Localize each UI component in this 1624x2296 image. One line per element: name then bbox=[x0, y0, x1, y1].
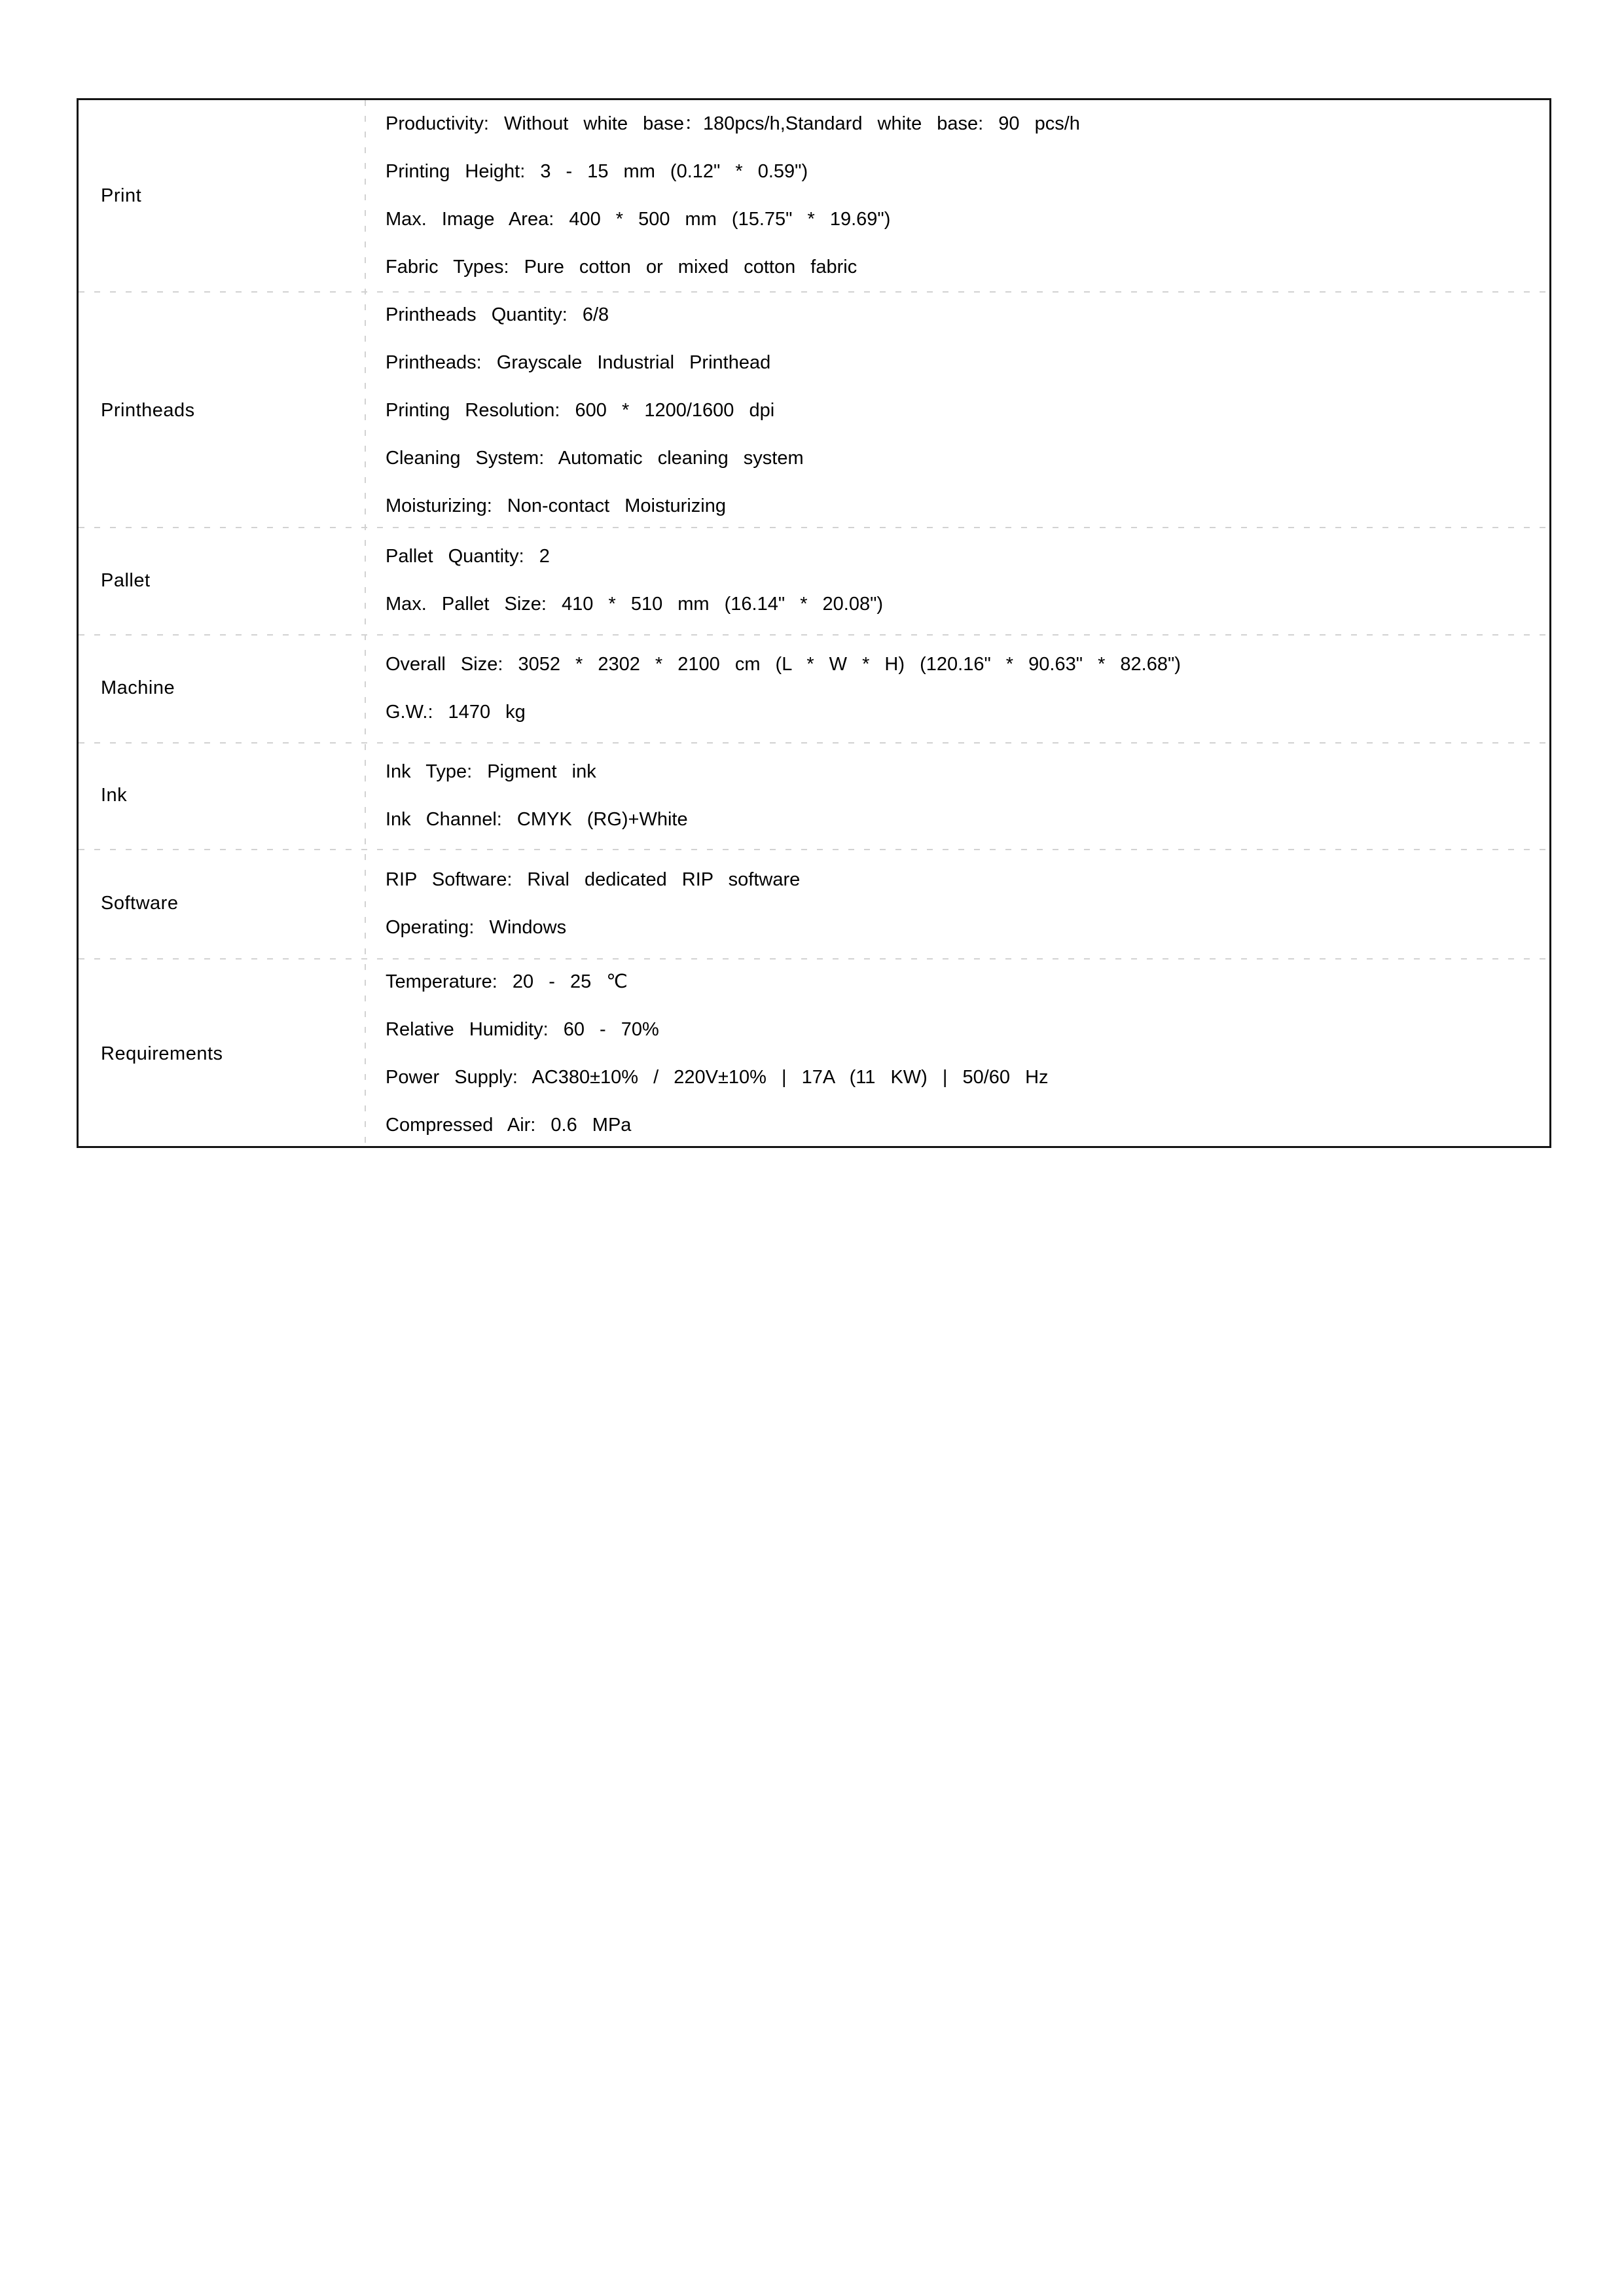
spec-line-overall-size: Overall Size: 3052 * 2302 * 2100 cm (L * W * H) (120.16" * 90.63" * 82.68") bbox=[386, 653, 1181, 675]
spec-line-temperature: Temperature: 20 - 25 ℃ bbox=[386, 971, 628, 992]
spec-line-productivity: Productivity: Without white base：180pcs/h,Standard white base: 90 pcs/h bbox=[386, 113, 1080, 134]
column-divider bbox=[365, 100, 366, 1146]
row-label-print: Print bbox=[101, 185, 142, 206]
spec-line-ink-channel: Ink Channel: CMYK (RG)+White bbox=[386, 808, 688, 830]
spec-line-fabric-types: Fabric Types: Pure cotton or mixed cotton fabric bbox=[386, 257, 857, 278]
spec-row-software bbox=[79, 849, 1549, 958]
spec-row-machine bbox=[79, 634, 1549, 742]
spec-row-printheads bbox=[79, 291, 1549, 527]
spec-line-compressed-air: Compressed Air: 0.6 MPa bbox=[386, 1115, 632, 1136]
row-label-requirements: Requirements bbox=[101, 1043, 223, 1064]
spec-line-rip-software: RIP Software: Rival dedicated RIP software bbox=[386, 869, 801, 890]
row-label-software: Software bbox=[101, 893, 179, 914]
row-content-requirements bbox=[365, 958, 1549, 1149]
row-content-print bbox=[365, 100, 1549, 291]
spec-line-power-supply: Power Supply: AC380±10% / 220V±10% | 17A (11 KW) | 50/60 Hz bbox=[386, 1067, 1049, 1088]
row-label-ink: Ink bbox=[101, 785, 128, 806]
spec-table bbox=[77, 98, 1551, 1148]
spec-line-operating: Operating: Windows bbox=[386, 916, 567, 938]
spec-line-printing-resolution: Printing Resolution: 600 * 1200/1600 dpi bbox=[386, 400, 775, 421]
spec-row-print bbox=[79, 100, 1549, 291]
spec-row-requirements bbox=[79, 958, 1549, 1145]
row-content-machine bbox=[365, 634, 1549, 742]
row-content-software bbox=[365, 849, 1549, 958]
spec-line-printheads-type: Printheads: Grayscale Industrial Printhead bbox=[386, 352, 771, 373]
spec-line-moisturizing: Moisturizing: Non-contact Moisturizing bbox=[386, 495, 726, 516]
row-label-pallet: Pallet bbox=[101, 569, 151, 591]
spec-line-relative-humidity: Relative Humidity: 60 - 70% bbox=[386, 1019, 659, 1040]
row-content-pallet bbox=[365, 527, 1549, 634]
spec-line-cleaning-system: Cleaning System: Automatic cleaning system bbox=[386, 448, 804, 469]
row-content-ink bbox=[365, 742, 1549, 849]
spec-line-printing-height: Printing Height: 3 - 15 mm (0.12" * 0.59") bbox=[386, 161, 808, 182]
spec-line-ink-type: Ink Type: Pigment ink bbox=[386, 761, 596, 782]
spec-line-max-image-area: Max. Image Area: 400 * 500 mm (15.75" * 19.69") bbox=[386, 209, 891, 230]
row-label-printheads: Printheads bbox=[101, 400, 195, 421]
spec-line-printheads-quantity: Printheads Quantity: 6/8 bbox=[386, 304, 609, 325]
row-label-machine: Machine bbox=[101, 677, 175, 698]
spec-line-max-pallet-size: Max. Pallet Size: 410 * 510 mm (16.14" * 20.08") bbox=[386, 594, 884, 615]
spec-row-ink bbox=[79, 742, 1549, 849]
spec-row-pallet bbox=[79, 527, 1549, 634]
row-content-printheads bbox=[365, 291, 1549, 530]
spec-line-gross-weight: G.W.: 1470 kg bbox=[386, 701, 526, 723]
spec-line-pallet-quantity: Pallet Quantity: 2 bbox=[386, 546, 550, 567]
